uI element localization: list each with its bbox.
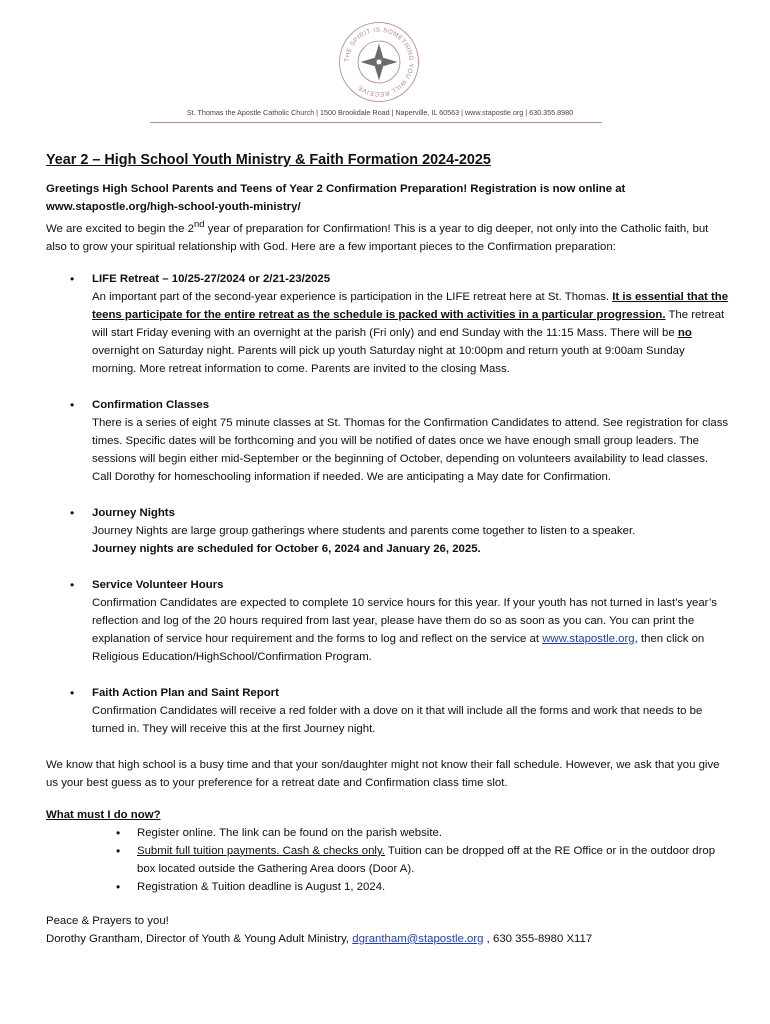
what-now-heading: What must I do now? bbox=[46, 808, 161, 821]
classes-text: There is a series of eight 75 minute classes at St. Thomas for the Confirmation Candidates to attend. See registration for class times. Specific dates will be forthcoming and you will be notified of dates once we have enough small group leaders. The sessions will begin either mid-September or the beginning of October, depending on volunteers availability to lead classes. Call Dorothy for homeschooling information if needed. We are anticipating a May date for Confirmation. bbox=[92, 416, 729, 483]
faith-heading: • Faith Action Plan and Saint Report bbox=[92, 686, 279, 699]
signoff-name: Dorothy Grantham, Director of Youth & Young Adult Ministry, bbox=[46, 932, 353, 945]
requirements-list bbox=[46, 270, 730, 738]
action-register: • Register online. The link can be found on the parish website. bbox=[46, 824, 730, 842]
signoff-signature bbox=[46, 930, 730, 948]
page-title: Year 2 – High School Youth Ministry & Faith Formation 2024-2025 bbox=[46, 152, 491, 168]
greeting: Greetings High School Parents and Teens of Year 2 Confirmation Preparation! Registration is now online at www.stapostle.org/high-school-youth-ministry/ bbox=[46, 183, 626, 213]
service-text-b: , then click on Religious Education/HighSchool/Confirmation Program. bbox=[92, 632, 705, 663]
service-heading: • Service Volunteer Hours bbox=[92, 578, 224, 591]
life-text-no: no bbox=[677, 326, 692, 339]
life-text-b: The retreat will start Friday evening with an overnight at the parish (Fri only) and end Sunday with the 11:15 Mass. There will be bbox=[92, 308, 725, 339]
list-item-service-hours bbox=[46, 576, 730, 666]
service-text-a: Confirmation Candidates are expected to complete 10 service hours for this year. If your youth has not turned in last’s year’s reflection and log of the 20 hours required from last year, please have them do so as soon as you can. You can print the explanation of service hour requirement and the forms to log and reflect on the service at bbox=[92, 596, 717, 645]
list-item-confirmation-classes bbox=[46, 396, 730, 486]
classes-heading: • Confirmation Classes bbox=[92, 398, 210, 411]
action-deadline: • Registration & Tuition deadline is August 1, 2024. bbox=[46, 878, 730, 896]
life-text-emphasis: It is essential that the teens participate for the entire retreat as the schedule is packed with activities in a particular progression. bbox=[92, 290, 729, 321]
parish-website-link[interactable]: www.stapostle.org bbox=[542, 632, 635, 645]
spacer bbox=[46, 792, 730, 806]
intro-text-b: year of preparation for Confirmation! This is a year to dig deeper, not only into the Catholic faith, but also to grow your spiritual relationship with God. Here are a few important pieces to the Confirmation preparation: bbox=[46, 222, 709, 253]
closing-paragraph: We know that high school is a busy time and that your son/daughter might not know their fall schedule. However, we ask that you give us your best guess as to your preference for a retreat date and Confirmation class time slot. bbox=[46, 758, 720, 789]
spacer bbox=[46, 896, 730, 912]
list-item-journey-nights bbox=[46, 504, 730, 558]
action-tuition bbox=[46, 842, 730, 878]
church-info-line: St. Thomas the Apostle Catholic Church | 1500 Brookdale Road | Naperville, IL 60563 | www.stapostle.org | 630.355.8980 bbox=[186, 108, 574, 117]
journey-heading: • Journey Nights bbox=[92, 506, 175, 519]
life-text-c: overnight on Saturday night. Parents will pick up youth Saturday night at 10:00pm and return youth at 9:00am Sunday morning. More retreat information to come. Parents are invited to the closing Mass. bbox=[92, 344, 685, 375]
journey-text: Journey Nights are large group gatherings where students and parents come together to listen to a speaker. bbox=[92, 524, 636, 537]
header-divider bbox=[150, 122, 602, 123]
action-list bbox=[46, 824, 730, 896]
list-item-life-retreat bbox=[46, 270, 730, 378]
intro-superscript: nd bbox=[193, 219, 205, 230]
church-logo-icon bbox=[337, 20, 421, 104]
life-retreat-text bbox=[92, 288, 730, 378]
intro-text-a: We are excited to begin the 2 bbox=[46, 222, 194, 235]
life-retreat-heading: • LIFE Retreat – 10/25-27/2024 or 2/21-23/2025 bbox=[92, 272, 331, 285]
faith-text: Confirmation Candidates will receive a red folder with a dove on it that will include all the forms and work that needs to be turned in. They will receive this at the first Journey night. bbox=[92, 704, 703, 735]
email-link[interactable]: dgrantham@stapostle.org bbox=[352, 932, 484, 945]
intro-paragraph bbox=[46, 216, 730, 256]
service-text bbox=[92, 594, 730, 666]
logo-ring-text: THE SPIRIT IS SOMETHING YOU WILL RECEIVE bbox=[343, 26, 415, 98]
life-text-a: An important part of the second-year experience is participation in the LIFE retreat here at St. Thomas. bbox=[92, 290, 613, 303]
signoff-greeting: Peace & Prayers to you! bbox=[46, 914, 169, 927]
tuition-underlined: Submit full tuition payments. Cash & checks only. bbox=[137, 844, 385, 857]
list-item-faith-action-plan bbox=[46, 684, 730, 738]
journey-dates: Journey nights are scheduled for October 6, 2024 and January 26, 2025. bbox=[92, 542, 481, 555]
signoff-phone: , 630 355-8980 X117 bbox=[483, 932, 593, 945]
letter-body bbox=[46, 150, 730, 948]
tuition-rest: Tuition can be dropped off at the RE Office or in the outdoor drop box located outside the Gathering Area doors (Door A). bbox=[137, 844, 716, 875]
